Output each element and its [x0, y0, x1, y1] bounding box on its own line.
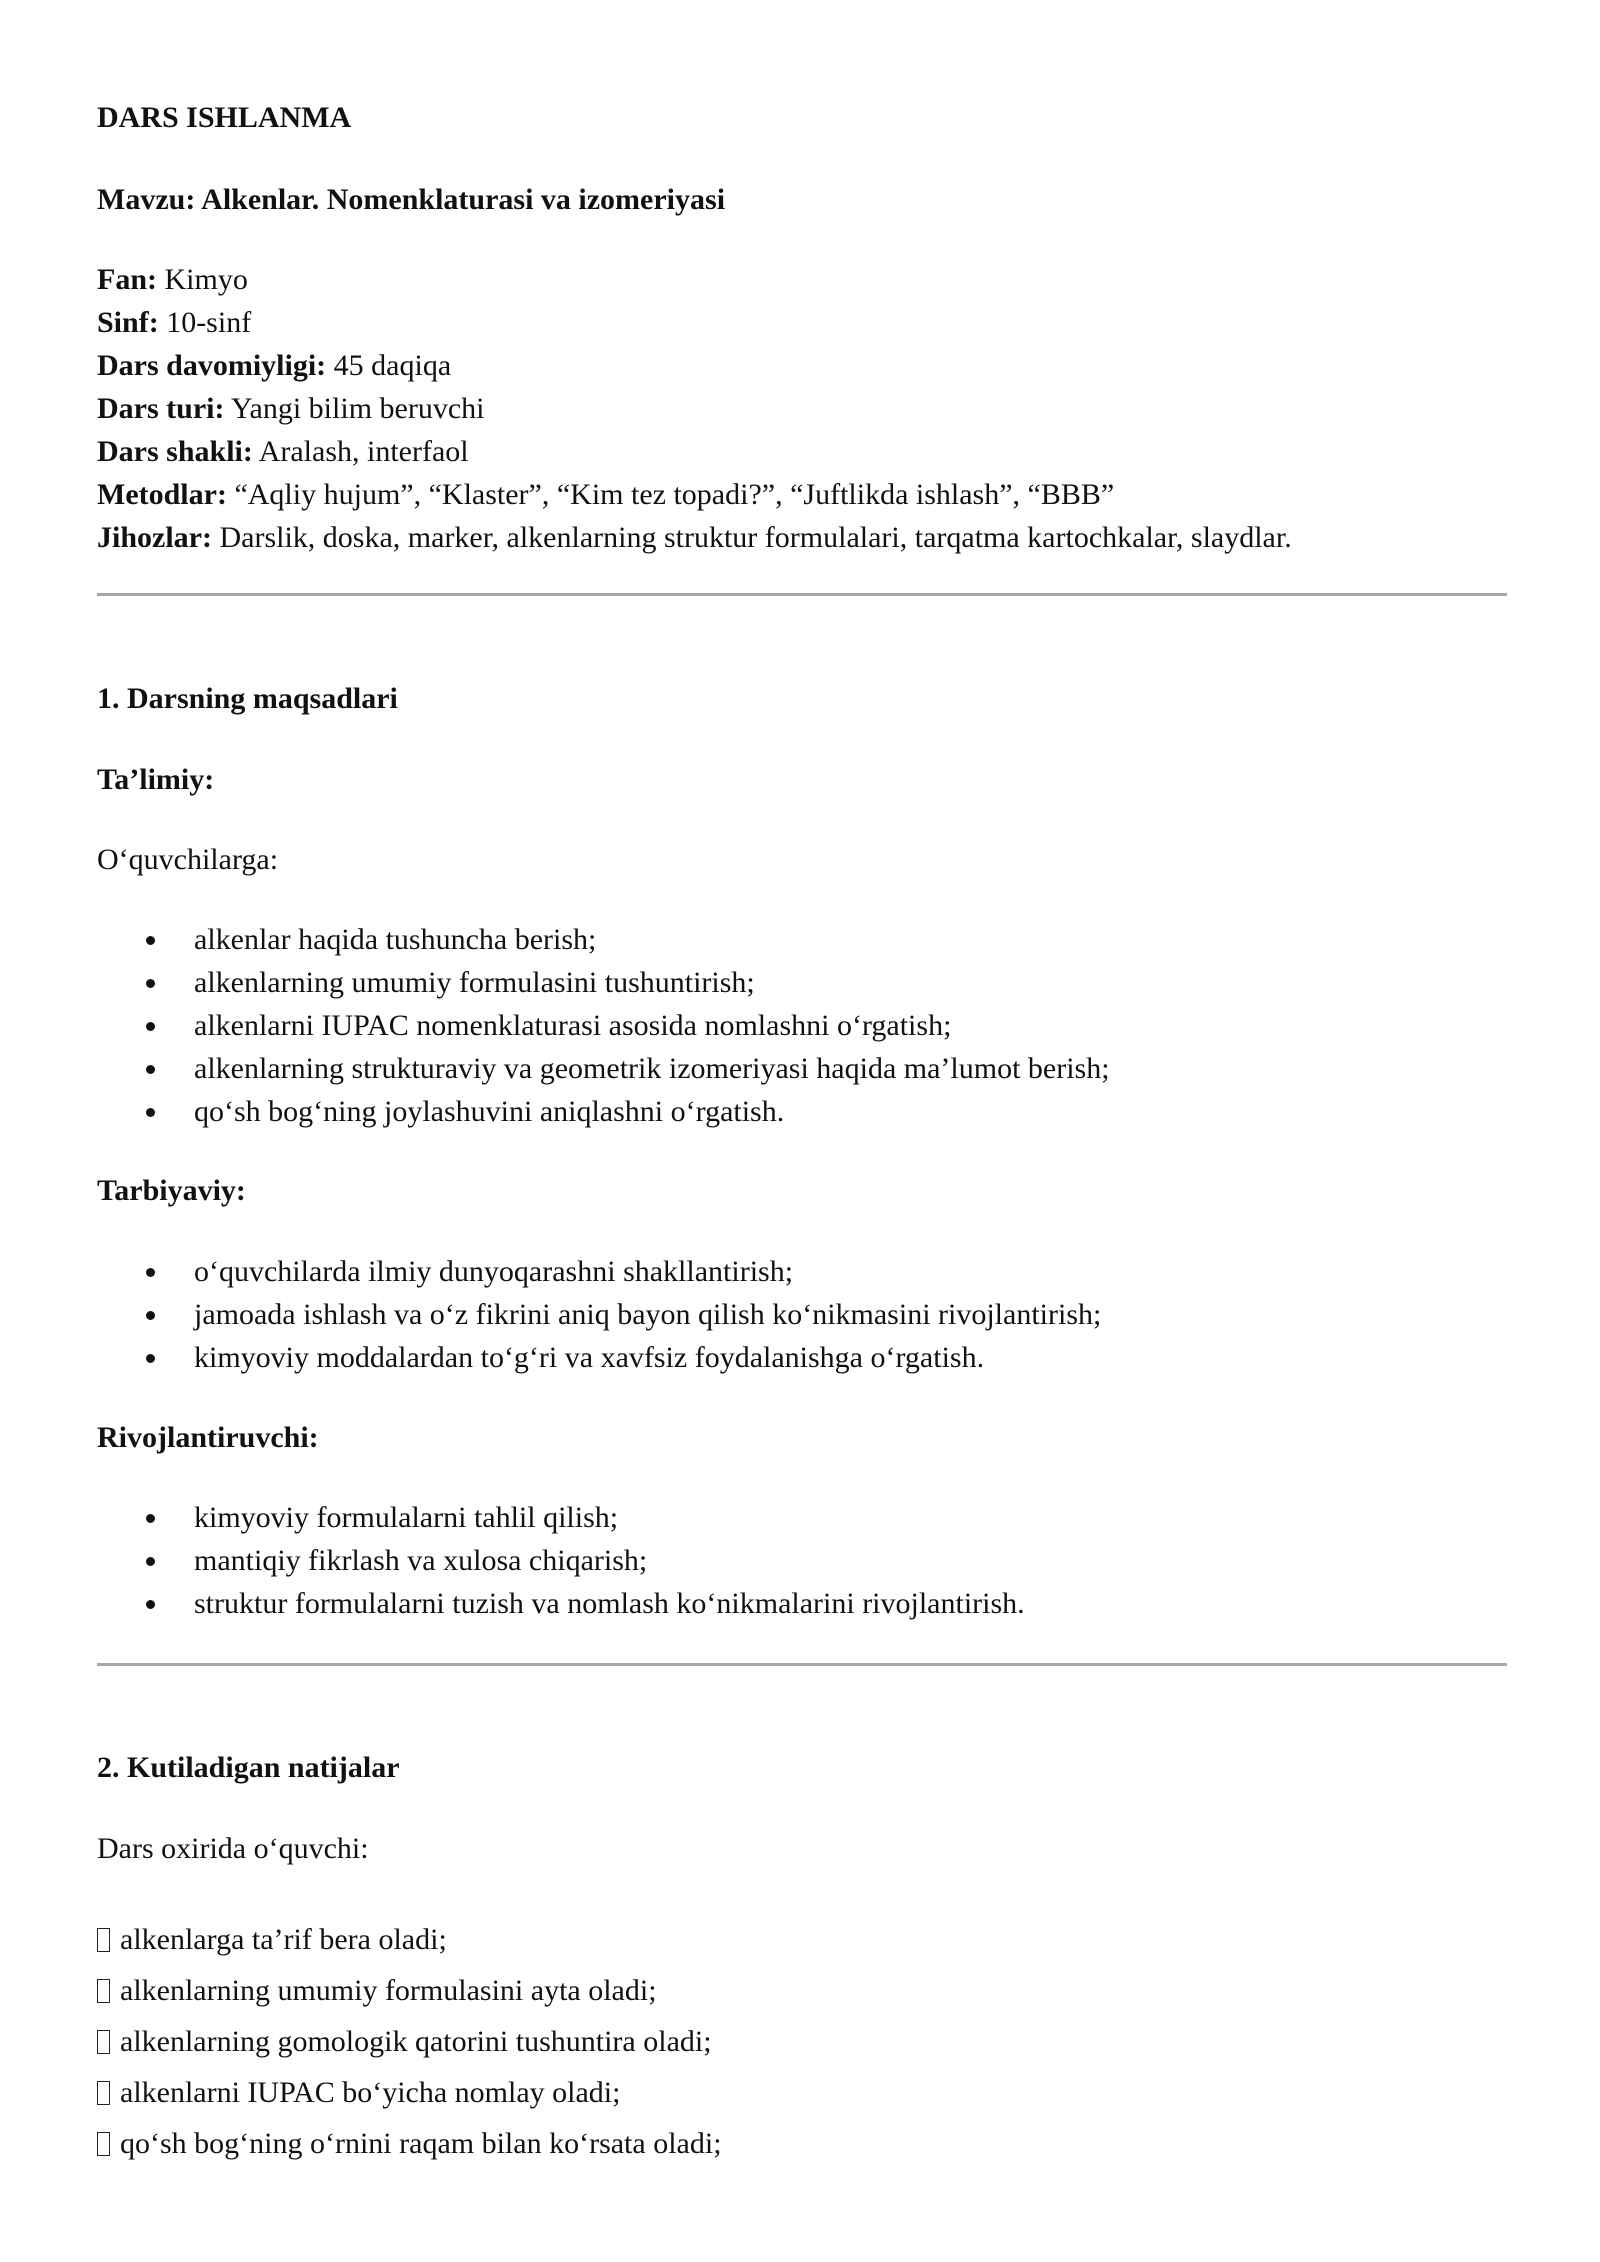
list-item: kimyoviy formulalarni tahlil qilish;: [97, 1496, 1025, 1539]
list-item: kimyoviy moddalardan to‘g‘ri va xavfsiz foydalanishga o‘rgatish.: [97, 1336, 1101, 1379]
meta-type: [97, 387, 1292, 430]
divider: [97, 593, 1507, 596]
list-item: o‘quvchilarda ilmiy dunyoqarashni shakllantirish;: [97, 1250, 1101, 1293]
list-item: alkenlarning strukturaviy va geometrik izomeriyasi haqida ma’lumot berish;: [97, 1047, 1110, 1090]
tarbiyaviy-list: [97, 1250, 1101, 1379]
lesson-meta: [97, 258, 1292, 559]
list-item: [97, 2067, 722, 2118]
meta-value: 45 daqiqa: [326, 349, 452, 382]
checkbox-glyph-icon: [97, 2030, 110, 2054]
list-item: alkenlarning umumiy formulasini tushuntirish;: [97, 961, 1110, 1004]
divider: [97, 1663, 1507, 1666]
meta-value: 10-sinf: [158, 306, 252, 339]
talimiy-heading: Ta’limiy:: [97, 763, 215, 796]
list-item: mantiqiy fikrlash va xulosa chiqarish;: [97, 1539, 1025, 1582]
outcomes-list: [97, 1914, 722, 2169]
meta-form: [97, 430, 1292, 473]
tarbiyaviy-heading: Tarbiyaviy:: [97, 1174, 246, 1207]
meta-label: Dars turi:: [97, 392, 225, 425]
list-item-text: alkenlarga ta’rif bera oladi;: [120, 1923, 447, 1956]
list-item-text: qo‘sh bog‘ning o‘rnini raqam bilan ko‘rsata oladi;: [120, 2127, 722, 2160]
section2-heading: 2. Kutiladigan natijalar: [97, 1751, 400, 1784]
meta-value: Kimyo: [157, 263, 248, 296]
talimiy-intro: O‘quvchilarga:: [97, 843, 279, 876]
meta-value: Darslik, doska, marker, alkenlarning struktur formulalari, tarqatma kartochkalar, slaydlar.: [211, 521, 1292, 554]
meta-label: Jihozlar:: [97, 521, 212, 554]
meta-duration: [97, 344, 1292, 387]
list-item: [97, 2118, 722, 2169]
checkbox-glyph-icon: [97, 1928, 110, 1952]
meta-label: Dars shakli:: [97, 435, 253, 468]
list-item-text: alkenlarning umumiy formulasini ayta oladi;: [120, 1974, 657, 2007]
list-item-text: alkenlarning gomologik qatorini tushuntira oladi;: [120, 2025, 712, 2058]
list-item: [97, 1965, 722, 2016]
checkbox-glyph-icon: [97, 2132, 110, 2156]
meta-label: Sinf:: [97, 306, 159, 339]
meta-fan: [97, 258, 1292, 301]
list-item: [97, 1914, 722, 1965]
section2-intro: Dars oxirida o‘quvchi:: [97, 1832, 369, 1865]
list-item-text: alkenlarni IUPAC bo‘yicha nomlay oladi;: [120, 2076, 621, 2109]
list-item: alkenlarni IUPAC nomenklaturasi asosida nomlashni o‘rgatish;: [97, 1004, 1110, 1047]
meta-sinf: [97, 301, 1292, 344]
meta-label: Metodlar:: [97, 478, 227, 511]
rivojlantiruvchi-heading: Rivojlantiruvchi:: [97, 1421, 319, 1454]
meta-equipment: [97, 516, 1292, 559]
list-item: jamoada ishlash va o‘z fikrini aniq bayon qilish ko‘nikmasini rivojlantirish;: [97, 1293, 1101, 1336]
meta-value: Aralash, interfaol: [252, 435, 469, 468]
meta-label: Fan:: [97, 263, 157, 296]
lesson-topic: Mavzu: Alkenlar. Nomenklaturasi va izomeriyasi: [97, 183, 726, 216]
talimiy-list: [97, 918, 1110, 1133]
list-item: [97, 2016, 722, 2067]
list-item: alkenlar haqida tushuncha berish;: [97, 918, 1110, 961]
document-title: DARS ISHLANMA: [97, 101, 352, 134]
meta-label: Dars davomiyligi:: [97, 349, 327, 382]
list-item: struktur formulalarni tuzish va nomlash ko‘nikmalarini rivojlantirish.: [97, 1582, 1025, 1625]
section1-heading: 1. Darsning maqsadlari: [97, 682, 398, 715]
meta-value: Yangi bilim beruvchi: [224, 392, 485, 425]
checkbox-glyph-icon: [97, 2081, 110, 2105]
checkbox-glyph-icon: [97, 1979, 110, 2003]
rivojlantiruvchi-list: [97, 1496, 1025, 1625]
meta-methods: [97, 473, 1292, 516]
list-item: qo‘sh bog‘ning joylashuvini aniqlashni o‘rgatish.: [97, 1090, 1110, 1133]
meta-value: “Aqliy hujum”, “Klaster”, “Kim tez topadi?”, “Juftlikda ishlash”, “BBB”: [226, 478, 1115, 511]
